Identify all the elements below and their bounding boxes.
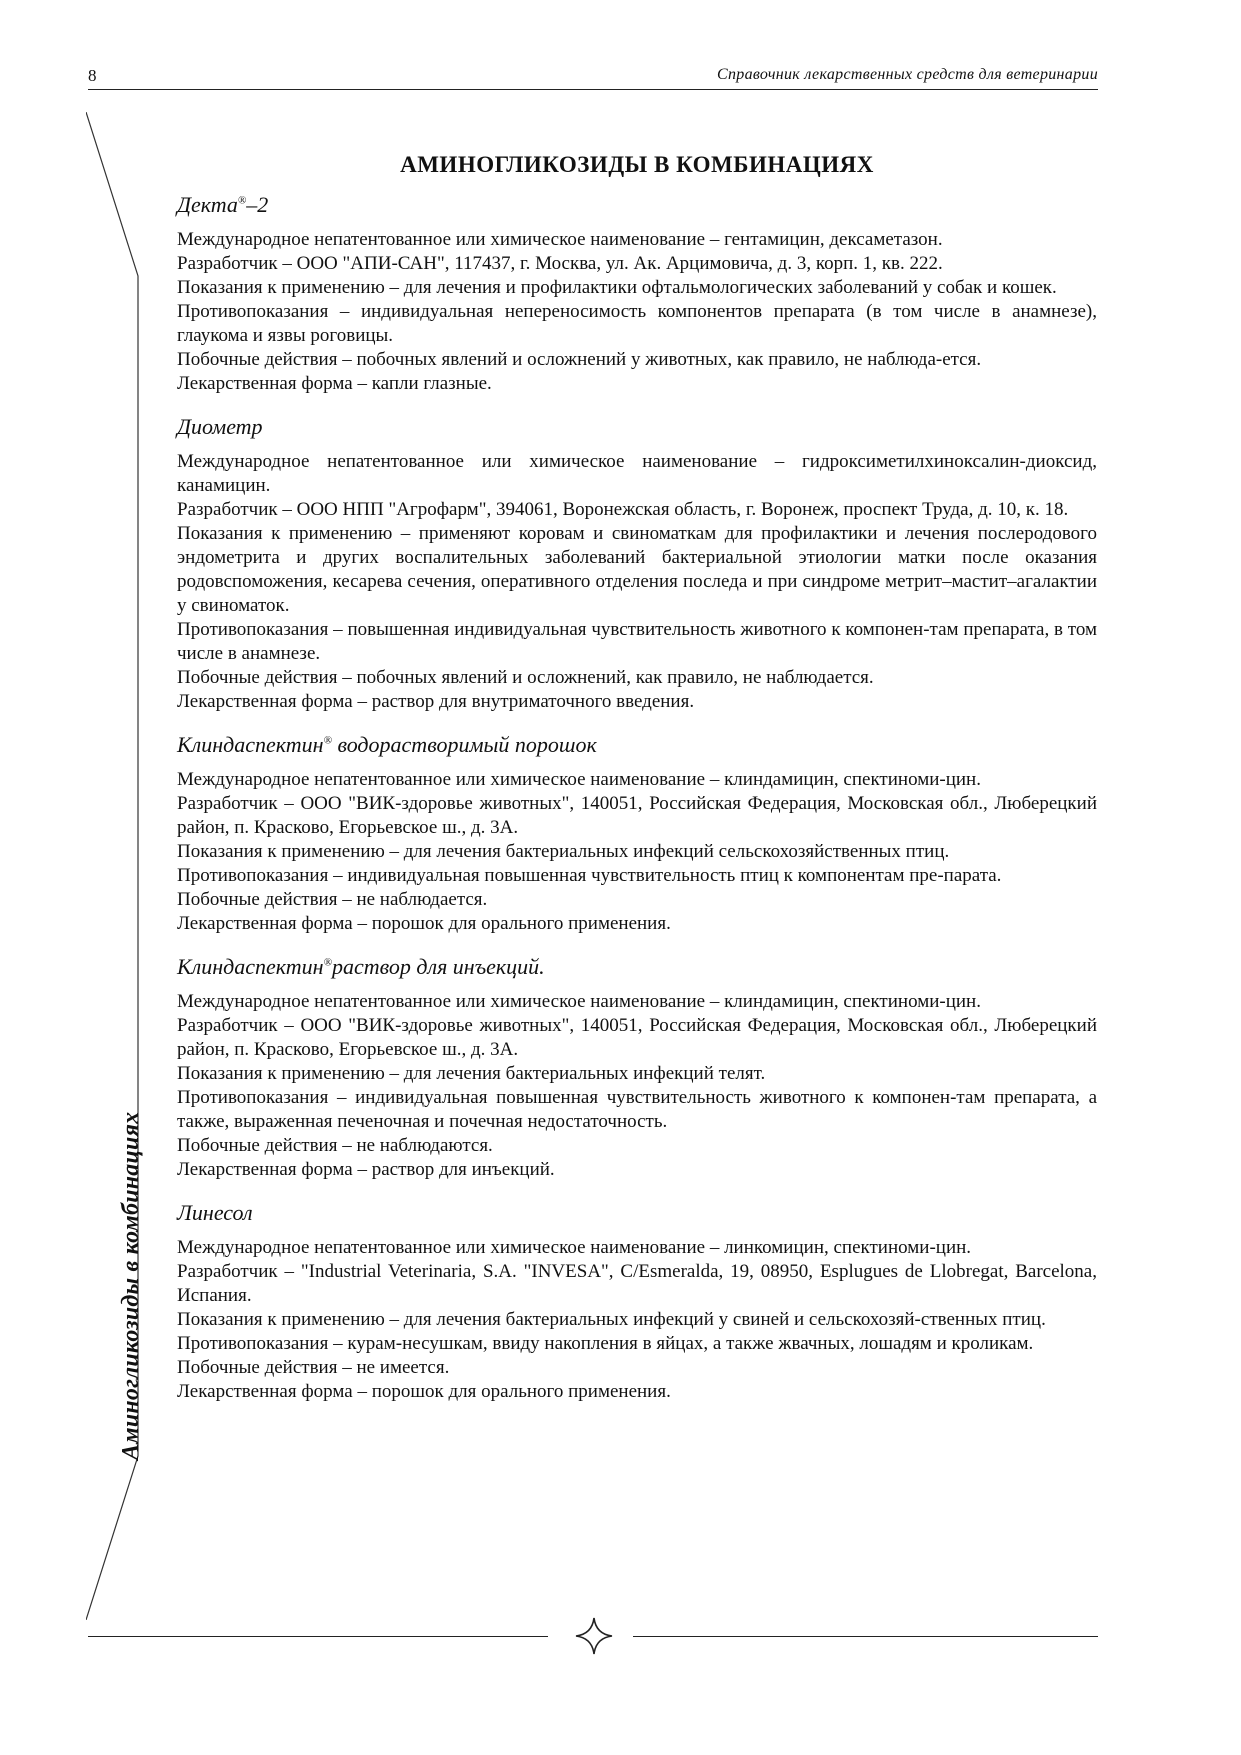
developer-field: Разработчик – ООО НПП "Агрофарм", 394061, Воронежская область, г. Воронеж, проспект Труда, д. 10, к. 18. — [177, 499, 1069, 520]
inn-field: Международное непатентованное или химическое наименование – клиндамицин, спектиноми-цин. — [177, 991, 981, 1012]
contraindications-field: Противопоказания – курам-несушкам, ввиду накопления в яйцах, а также жвачных, лошадям и кроликам. — [177, 1333, 1034, 1354]
drug-entry-diometr — [177, 414, 1097, 714]
running-header: Справочник лекарственных средств для ветеринарии — [717, 66, 1098, 83]
section-title: АМИНОГЛИКОЗИДЫ В КОМБИНАЦИЯХ — [400, 152, 874, 177]
drug-entry-klindaspektin-injection — [177, 954, 1097, 1182]
side-effects-field: Побочные действия – не наблюдается. — [177, 889, 488, 910]
drug-name: Декта®–2 — [177, 192, 269, 217]
side-tab-label: Аминогликозиды в комбинациях — [118, 1111, 144, 1460]
developer-field: Разработчик – "Industrial Veterinaria, S.A. "INVESA", C/Esmeralda, 19, 08950, Esplugues de Llobregat, Barcelona, Испания. — [177, 1261, 1097, 1306]
drug-name: Диометр — [177, 414, 263, 439]
dosage-form-field: Лекарственная форма – раствор для внутриматочного введения. — [177, 691, 695, 712]
header-rule — [88, 89, 1098, 90]
indications-field: Показания к применению – для лечения бактериальных инфекций сельскохозяйственных птиц. — [177, 841, 950, 862]
developer-field: Разработчик – ООО "АПИ-САН", 117437, г. Москва, ул. Ак. Арцимовича, д. 3, корп. 1, кв. 222. — [177, 253, 943, 274]
contraindications-field: Противопоказания – индивидуальная повышенная чувствительность животного к компонен-там препарата, а также, выраженная печеночная и почечная недостаточность. — [177, 1087, 1097, 1132]
star-ornament-icon — [574, 1616, 614, 1656]
contraindications-field: Противопоказания – индивидуальная повышенная чувствительность птиц к компонентам пре-парата. — [177, 865, 1002, 886]
side-effects-field: Побочные действия – побочных явлений и осложнений у животных, как правило, не наблюда-ется. — [177, 349, 982, 370]
main-content — [177, 152, 1097, 1422]
drug-name: Линесол — [177, 1200, 253, 1225]
dosage-form-field: Лекарственная форма – раствор для инъекций. — [177, 1159, 555, 1180]
registered-mark: ® — [323, 956, 332, 969]
registered-mark: ® — [323, 734, 332, 747]
footer-rule-right — [633, 1636, 1098, 1637]
inn-field: Международное непатентованное или химическое наименование – гентамицин, дексаметазон. — [177, 229, 943, 250]
footer-rule-left — [88, 1636, 548, 1637]
drug-name: Клиндаспектин®раствор для инъекций. — [177, 954, 545, 979]
registered-mark: ® — [237, 194, 247, 207]
contraindications-field: Противопоказания – индивидуальная непереносимость компонентов препарата (в том числе в анамнезе), глаукома и язвы роговицы. — [177, 301, 1097, 346]
side-effects-field: Побочные действия – побочных явлений и осложнений, как правило, не наблюдается. — [177, 667, 874, 688]
inn-field: Международное непатентованное или химическое наименование – линкомицин, спектиноми-цин. — [177, 1237, 972, 1258]
indications-field: Показания к применению – применяют коровам и свиноматкам для профилактики и лечения послеродового эндометрита и других воспалительных заболеваний бактериальной этиологии матки после оказания родовспоможения, кесарева сечения, оперативного отделения последа и при синдроме метрит–мастит–агалактии у свиноматок. — [177, 523, 1097, 616]
inn-field: Международное непатентованное или химическое наименование – гидроксиметилхиноксалин-диоксид, канамицин. — [177, 451, 1097, 496]
dosage-form-field: Лекарственная форма – порошок для орального применения. — [177, 1381, 671, 1402]
developer-field: Разработчик – ООО "ВИК-здоровье животных", 140051, Российская Федерация, Московская обл., Люберецкий район, п. Красково, Егорьевское ш., д. 3А. — [177, 1015, 1097, 1060]
side-effects-field: Побочные действия – не наблюдаются. — [177, 1135, 493, 1156]
page-number: 8 — [88, 66, 97, 85]
developer-field: Разработчик – ООО "ВИК-здоровье животных", 140051, Российская Федерация, Московская обл., Люберецкий район, п. Красково, Егорьевское ш., д. 3А. — [177, 793, 1097, 838]
indications-field: Показания к применению – для лечения бактериальных инфекций у свиней и сельскохозяй-ственных птиц. — [177, 1309, 1046, 1330]
inn-field: Международное непатентованное или химическое наименование – клиндамицин, спектиноми-цин. — [177, 769, 981, 790]
drug-entry-klindaspektin-powder — [177, 732, 1097, 936]
indications-field: Показания к применению – для лечения и профилактики офтальмологических заболеваний у собак и кошек. — [177, 277, 1057, 298]
contraindications-field: Противопоказания – повышенная индивидуальная чувствительность животного к компонен-там препарата, в том числе в анамнезе. — [177, 619, 1097, 664]
dosage-form-field: Лекарственная форма – капли глазные. — [177, 373, 492, 394]
indications-field: Показания к применению – для лечения бактериальных инфекций телят. — [177, 1063, 766, 1084]
dosage-form-field: Лекарственная форма – порошок для орального применения. — [177, 913, 671, 934]
drug-entry-linesol — [177, 1200, 1097, 1404]
drug-name: Клиндаспектин® водорастворимый порошок — [177, 732, 597, 757]
drug-entry-dekta — [177, 192, 1097, 396]
side-effects-field: Побочные действия – не имеется. — [177, 1357, 450, 1378]
